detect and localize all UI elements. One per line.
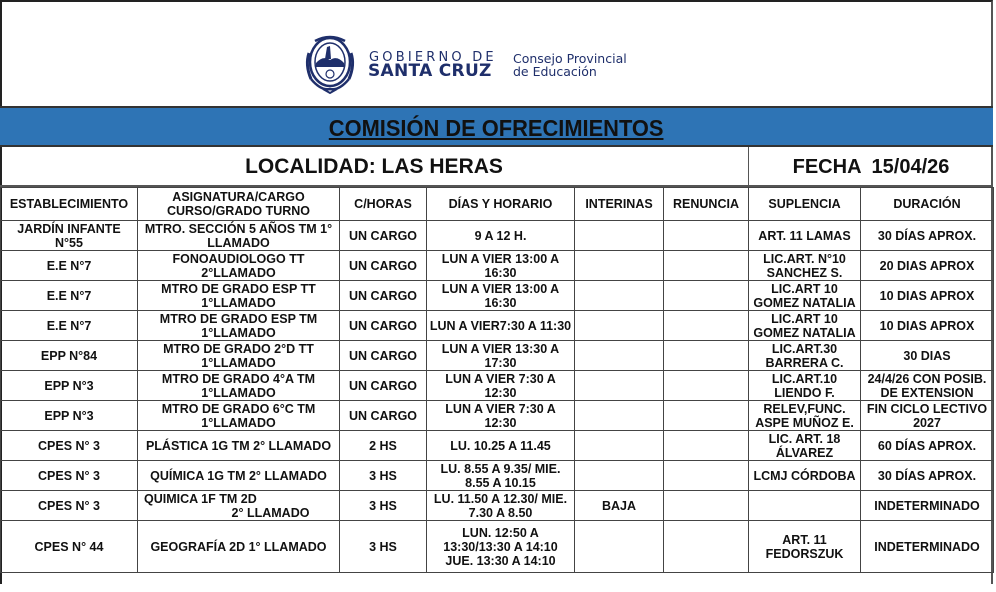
cell-horas: 2 HS xyxy=(340,431,427,461)
cell-horario: LUN A VIER 13:30 A 17:30 xyxy=(427,341,575,371)
cell-horario: LUN A VIER 7:30 A 12:30 xyxy=(427,371,575,401)
cell-horas: UN CARGO xyxy=(340,311,427,341)
cell-horario: LUN A VIER 13:00 A 16:30 xyxy=(427,251,575,281)
cell-asignatura: MTRO DE GRADO ESP TT 1°LLAMADO xyxy=(138,281,340,311)
cell-interinas xyxy=(575,461,664,491)
col-asignatura-line-1: ASIGNATURA/CARGO xyxy=(172,190,305,204)
cell-horario: 9 A 12 H. xyxy=(427,221,575,251)
table-row xyxy=(1,251,994,281)
cell-asignatura: QUÍMICA 1G TM 2° LLAMADO xyxy=(138,461,340,491)
cell-renuncia xyxy=(664,281,749,311)
locality-label: LOCALIDAD: LAS HERAS xyxy=(245,155,503,178)
cell-renuncia xyxy=(664,491,749,521)
cell-duracion: INDETERMINADO xyxy=(861,491,994,521)
cell-horario: LU. 10.25 A 11.45 xyxy=(427,431,575,461)
cell-interinas xyxy=(575,251,664,281)
council-name xyxy=(513,52,627,78)
cell-interinas xyxy=(575,401,664,431)
government-label: GOBIERNO DE xyxy=(369,50,497,65)
table-row xyxy=(1,371,994,401)
cell-duracion: 10 DIAS APROX xyxy=(861,281,994,311)
cell-suplencia: LIC.ART.10 LIENDO F. xyxy=(749,371,861,401)
cell-horario: LUN A VIER 7:30 A 12:30 xyxy=(427,401,575,431)
locality-row xyxy=(0,147,993,187)
cell-horas: UN CARGO xyxy=(340,251,427,281)
council-line-1: Consejo Provincial xyxy=(513,51,627,66)
cell-interinas xyxy=(575,341,664,371)
cell-asignatura: MTRO DE GRADO 6°C TM 1°LLAMADO xyxy=(138,401,340,431)
title-banner xyxy=(0,106,993,147)
cell-asignatura: FONOAUDIOLOGO TT 2°LLAMADO xyxy=(138,251,340,281)
cell-renuncia xyxy=(664,311,749,341)
table-row xyxy=(1,401,994,431)
col-horas: C/HORAS xyxy=(340,188,427,221)
cell-horario: LUN. 12:50 A 13:30/13:30 A 14:10 JUE. 13:30 A 14:10 xyxy=(427,521,575,573)
cell-interinas xyxy=(575,431,664,461)
cell-establecimiento: E.E N°7 xyxy=(1,281,138,311)
cell-asignatura: PLÁSTICA 1G TM 2° LLAMADO xyxy=(138,431,340,461)
cell-horario: LU. 11.50 A 12.30/ MIE. 7.30 A 8.50 xyxy=(427,491,575,521)
provincial-crest-icon xyxy=(303,33,357,95)
col-duracion: DURACIÓN xyxy=(861,188,994,221)
table-row xyxy=(1,461,994,491)
cell-horas: UN CARGO xyxy=(340,371,427,401)
col-asignatura xyxy=(138,188,340,221)
cell-suplencia: ART. 11 FEDORSZUK xyxy=(749,521,861,573)
council-line-2: de Educación xyxy=(513,64,597,79)
cell-establecimiento: JARDÍN INFANTE N°55 xyxy=(1,221,138,251)
cell-horario: LU. 8.55 A 9.35/ MIE. 8.55 A 10.15 xyxy=(427,461,575,491)
cell-asignatura: MTRO. SECCIÓN 5 AÑOS TM 1° LLAMADO xyxy=(138,221,340,251)
cell-establecimiento: CPES N° 3 xyxy=(1,491,138,521)
cell-horas: UN CARGO xyxy=(340,401,427,431)
cell-asignatura: MTRO DE GRADO ESP TM 1°LLAMADO xyxy=(138,311,340,341)
cell-duracion: 30 DÍAS APROX. xyxy=(861,221,994,251)
table-row xyxy=(1,341,994,371)
cell-suplencia: RELEV,FUNC. ASPE MUÑOZ E. xyxy=(749,401,861,431)
cell-establecimiento: CPES N° 3 xyxy=(1,461,138,491)
cell-duracion: 10 DIAS APROX xyxy=(861,311,994,341)
province-name: SANTA CRUZ xyxy=(368,61,492,81)
cell-establecimiento: EPP N°3 xyxy=(1,371,138,401)
cell-renuncia xyxy=(664,341,749,371)
cell-establecimiento: E.E N°7 xyxy=(1,251,138,281)
cell-renuncia xyxy=(664,371,749,401)
cell-horas: UN CARGO xyxy=(340,341,427,371)
cell-duracion: 20 DIAS APROX xyxy=(861,251,994,281)
table-row xyxy=(1,491,994,521)
cell-horario: LUN A VIER7:30 A 11:30 xyxy=(427,311,575,341)
cell-establecimiento: EPP N°3 xyxy=(1,401,138,431)
table-row xyxy=(1,431,994,461)
cell-renuncia xyxy=(664,431,749,461)
cell-suplencia: LCMJ CÓRDOBA xyxy=(749,461,861,491)
col-interinas: INTERINAS xyxy=(575,188,664,221)
page-title: COMISIÓN DE OFRECIMIENTOS xyxy=(329,115,664,141)
cell-asignatura: MTRO DE GRADO 4°A TM 1°LLAMADO xyxy=(138,371,340,401)
cell-asignatura: MTRO DE GRADO 2°D TT 1°LLAMADO xyxy=(138,341,340,371)
cell-interinas: BAJA xyxy=(575,491,664,521)
cell-establecimiento: E.E N°7 xyxy=(1,311,138,341)
cell-asignatura xyxy=(138,491,340,521)
cell-horas: 3 HS xyxy=(340,461,427,491)
table-row xyxy=(1,311,994,341)
cell-renuncia xyxy=(664,521,749,573)
cell-asignatura-line-1: QUIMICA 1F TM 2D xyxy=(144,491,257,506)
cell-suplencia: ART. 11 LAMAS xyxy=(749,221,861,251)
table-row xyxy=(1,221,994,251)
cell-establecimiento: EPP N°84 xyxy=(1,341,138,371)
cell-suplencia: LIC.ART. N°10 SANCHEZ S. xyxy=(749,251,861,281)
cell-duracion: FIN CICLO LECTIVO 2027 xyxy=(861,401,994,431)
cell-asignatura: GEOGRAFÍA 2D 1° LLAMADO xyxy=(138,521,340,573)
cell-establecimiento: CPES N° 3 xyxy=(1,431,138,461)
col-suplencia: SUPLENCIA xyxy=(749,188,861,221)
table-row xyxy=(1,281,994,311)
table-row xyxy=(1,521,994,573)
cell-horas: 3 HS xyxy=(340,491,427,521)
col-establecimiento: ESTABLECIMIENTO xyxy=(1,188,138,221)
col-asignatura-line-2: CURSO/GRADO TURNO xyxy=(166,204,311,218)
cell-duracion: 60 DÍAS APROX. xyxy=(861,431,994,461)
col-horario: DÍAS Y HORARIO xyxy=(427,188,575,221)
cell-duracion: 24/4/26 CON POSIB. DE EXTENSION xyxy=(861,371,994,401)
cell-suplencia: LIC.ART 10 GOMEZ NATALIA xyxy=(749,281,861,311)
cell-horas: UN CARGO xyxy=(340,221,427,251)
col-renuncia: RENUNCIA xyxy=(664,188,749,221)
cell-horas: 3 HS xyxy=(340,521,427,573)
cell-suplencia: LIC.ART 10 GOMEZ NATALIA xyxy=(749,311,861,341)
cell-interinas xyxy=(575,311,664,341)
cell-suplencia: LIC.ART.30 BARRERA C. xyxy=(749,341,861,371)
cell-renuncia xyxy=(664,221,749,251)
cell-renuncia xyxy=(664,401,749,431)
cell-suplencia xyxy=(749,491,861,521)
cell-establecimiento: CPES N° 44 xyxy=(1,521,138,573)
cell-renuncia xyxy=(664,251,749,281)
date-cell xyxy=(748,147,993,185)
cell-asignatura-line-2: 2° LLAMADO xyxy=(231,505,310,520)
cell-duracion: 30 DIAS xyxy=(861,341,994,371)
cell-interinas xyxy=(575,221,664,251)
cell-duracion: INDETERMINADO xyxy=(861,521,994,573)
cell-interinas xyxy=(575,281,664,311)
cell-horario: LUN A VIER 13:00 A 16:30 xyxy=(427,281,575,311)
table-header-row xyxy=(1,188,994,221)
offers-table xyxy=(0,187,994,573)
cell-interinas xyxy=(575,521,664,573)
cell-duracion: 30 DÍAS APROX. xyxy=(861,461,994,491)
cell-interinas xyxy=(575,371,664,401)
letterhead xyxy=(0,0,993,106)
date-label: FECHA xyxy=(792,156,862,178)
date-value: 15/04/26 xyxy=(871,156,950,178)
cell-renuncia xyxy=(664,461,749,491)
cell-suplencia: LIC. ART. 18 ÁLVAREZ xyxy=(749,431,861,461)
cell-horas: UN CARGO xyxy=(340,281,427,311)
